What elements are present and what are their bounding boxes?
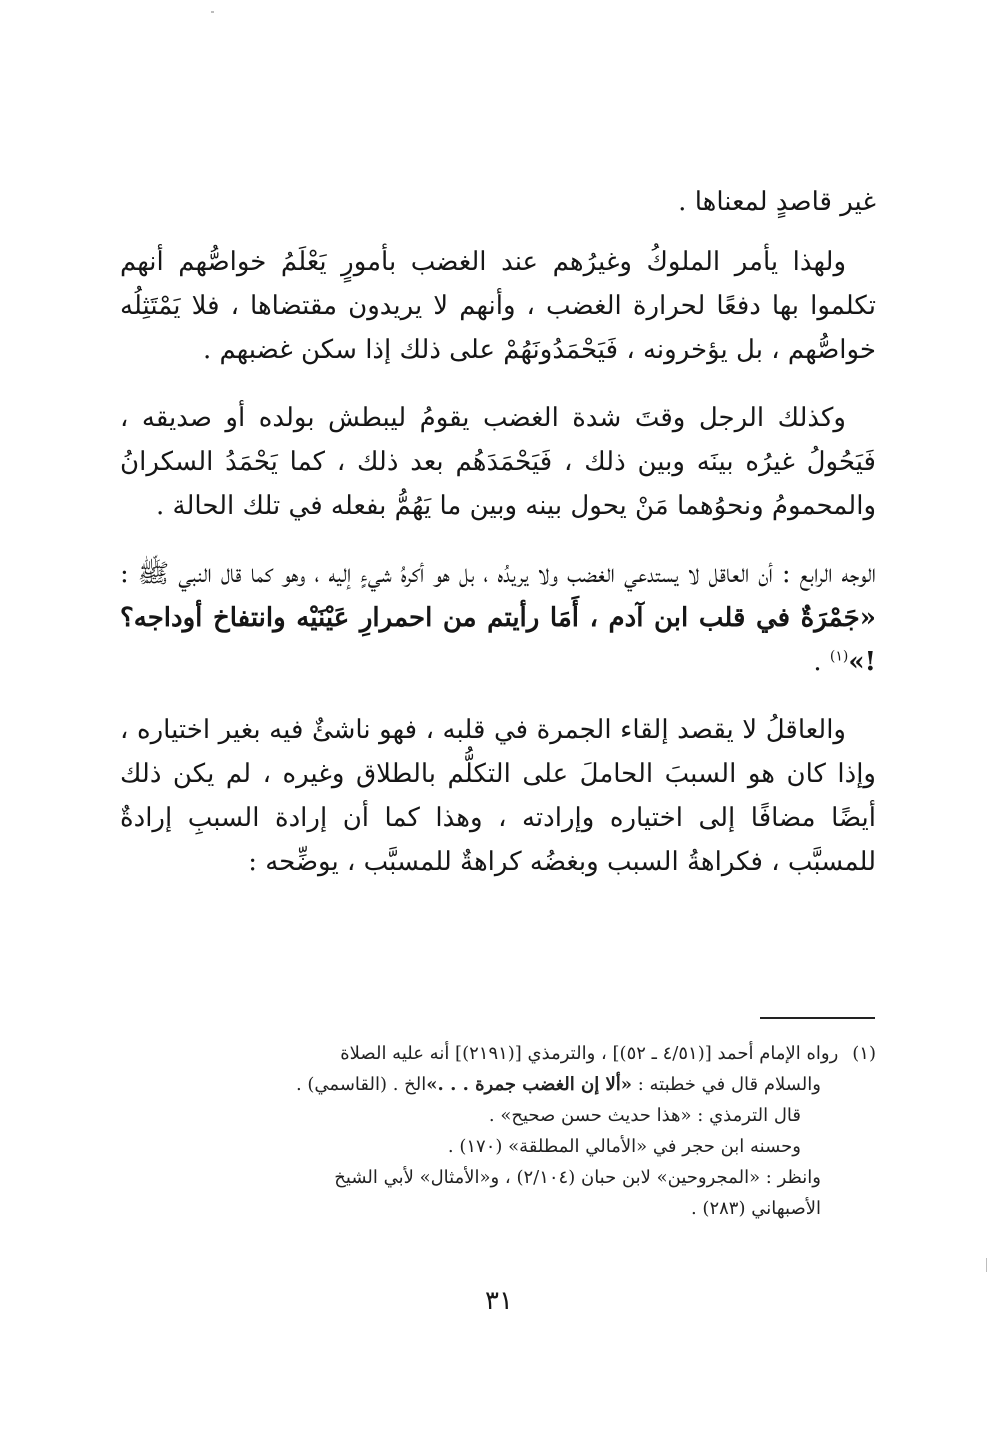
footnote <box>120 1038 876 1224</box>
footnote-line: الأصبهاني (٢٨٣) . <box>690 1198 821 1219</box>
paragraph: والعاقلُ لا يقصد إلقاء الجمرة في قلبه ، فهو ناشئٌ فيه بغير اختياره ، وإذا كان هو السببَ الحاملَ على التكلُّم بالطلاق وغيره ، لم يكن ذلك أيضًا مضافًا إلى اختياره وإرادته ، وهذا كما أن إرادة السببِ إرادةٌ للمسبَّب ، فكراهةُ السبب وبغضُه كراهةٌ للمسبَّب ، يوضِّحه : <box>120 715 876 877</box>
footnote-number: (١) <box>852 1043 876 1064</box>
footnote-text: والسلام قال في خطبته : <box>632 1074 821 1095</box>
footnote-line: وانظر : «المجروحين» لابن حبان (٢/١٠٤) ، و«الأمثال» لأبي الشيخ <box>334 1167 821 1188</box>
paragraph-tail: . <box>813 647 830 677</box>
footnote-line: وحسنه ابن حجر في «الأمالي المطلقة» (١٧٠) . <box>447 1136 801 1157</box>
page-number: ٣١ <box>485 1286 513 1316</box>
footnote-line: قال الترمذي : «هذا حديث حسن صحيح» . <box>488 1105 801 1126</box>
paragraph: وكذلك الرجل وقتَ شدة الغضب يقومُ ليبطش بولده أو صديقه ، فَيَحُولُ غيرُه بينَه وبين ذلك ، فَيَحْمَدَهُم بعد ذلك ، كما يَحْمَدُ السكرانُ والمحمومُ ونحوُهما مَنْ يحول بينه وبين ما يَهُمُّ بفعله في تلك الحالة . <box>120 403 876 521</box>
footnote-ref[interactable]: (١) <box>829 648 849 665</box>
paragraph: غير قاصدٍ لمعناها . <box>678 187 876 217</box>
hadith-quote: «جَمْرَةٌ في قلب ابن آدم ، أَمَا رأيتم من احمرارِ عَيْنَيْه وانتفاخ أوداجه؟ !» <box>120 603 876 677</box>
footnote-line <box>120 1038 876 1069</box>
scan-speck <box>986 1258 987 1272</box>
footnote-text: الخ . (القاسمي) . <box>295 1074 427 1095</box>
footnote-line <box>120 1069 876 1100</box>
footnote-quote: «ألا إن الغضب جمرة . . .» <box>426 1074 633 1095</box>
paragraph <box>120 552 876 684</box>
footnote-text: رواه الإمام أحمد [(٤/٥١ ـ ٥٢)] ، والترمذي [(٢١٩١)] أنه عليه الصلاة <box>340 1043 839 1064</box>
scan-speck <box>211 11 214 13</box>
paragraph-lead: الوجه الرابع : أن العاقل لا يستدعي الغضب ولا يريدُه ، بل هو أكرهُ شيءٍ إليه ، وهو كما قال النبي ﷺ : <box>120 559 876 589</box>
paragraph: ولهذا يأمر الملوكُ وغيرُهم عند الغضب بأمورٍ يَعْلَمُ خواصُّهم أنهم تكلموا بها دفعًا لحرارة الغضب ، وأنهم لا يريدون مقتضاها ، فلا يَمْتَثِلُه خواصُّهم ، بل يؤخرونه ، فَيَحْمَدُونَهُمْ على ذلك إذا سكن غضبهم . <box>120 247 876 365</box>
main-text <box>120 180 876 908</box>
footnotes <box>120 1038 876 1224</box>
footnote-separator <box>760 1017 875 1019</box>
